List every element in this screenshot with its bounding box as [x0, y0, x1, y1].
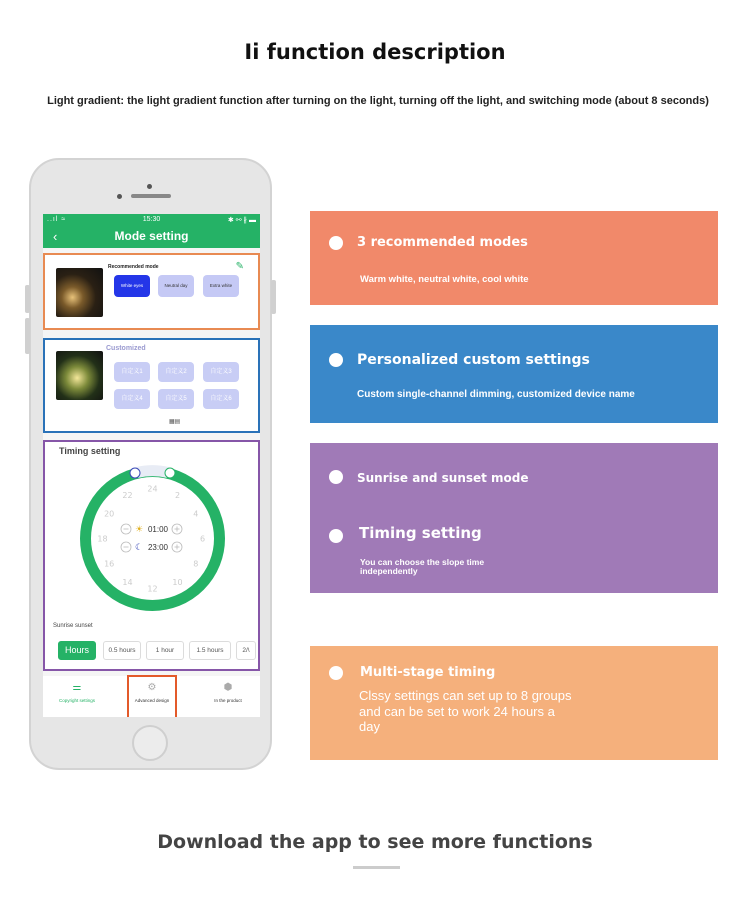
footer-divider — [353, 866, 400, 869]
duration-1-hour-button[interactable]: 1 hour — [146, 641, 184, 660]
mode-neutral-day-button[interactable]: Neutral day — [158, 275, 194, 297]
feature-heading: 3 recommended modes — [357, 235, 528, 250]
timing-label: Timing setting — [59, 446, 121, 456]
customized-label: Customized — [106, 345, 146, 352]
feature-panel-custom — [310, 325, 718, 423]
feature-heading: Timing setting — [359, 524, 482, 542]
edit-pencil-icon[interactable]: ✎ — [235, 261, 244, 272]
clock-number-6: 6 — [199, 534, 206, 544]
clock-number-16: 16 — [104, 559, 115, 569]
bullet-dot-icon — [329, 470, 343, 484]
feature-heading: Personalized custom settings — [357, 352, 590, 368]
moon-icon: ☾ — [134, 542, 144, 552]
clock-number-14: 14 — [122, 577, 133, 587]
bullet-dot-icon — [329, 236, 343, 250]
clock-number-20: 20 — [104, 509, 115, 519]
volume-up-button — [25, 285, 30, 313]
back-arrow-icon[interactable]: ‹ — [53, 229, 58, 244]
moon-handle-icon[interactable] — [130, 468, 140, 478]
lamp-photo — [56, 351, 103, 400]
time-minus-icon[interactable] — [121, 524, 131, 534]
tab-label: Advanced design — [134, 698, 170, 703]
app-header — [43, 214, 260, 248]
timing-setting-card — [43, 440, 260, 671]
feature-description: You can choose the slope time independently — [360, 557, 485, 576]
lamp-photo — [56, 268, 103, 317]
clock-number-2: 2 — [174, 491, 181, 501]
tab-label: Copyright settings — [58, 698, 96, 703]
bullet-dot-icon — [329, 353, 343, 367]
recommended-mode-card — [43, 253, 260, 330]
app-screen — [43, 214, 260, 717]
device-icon: ▦▤ — [169, 419, 181, 425]
customized-mode-card — [43, 338, 260, 433]
phone-mockup — [29, 158, 272, 770]
signal-icon: ..ıl ≈ — [47, 216, 67, 223]
custom-chip-5[interactable]: 自定义5 — [158, 389, 194, 409]
clock-number-8: 8 — [193, 559, 199, 569]
sun-handle-icon[interactable] — [165, 468, 175, 478]
time-minus-icon[interactable] — [121, 542, 131, 552]
duration-2-hours-button[interactable]: 2/\ — [236, 641, 256, 660]
timing-clock-dial[interactable] — [78, 464, 227, 613]
sunrise-sunset-label: Sunrise sunset — [53, 623, 93, 629]
custom-chip-2[interactable]: 自定义2 — [158, 362, 194, 382]
feature-panel-timing — [310, 443, 718, 593]
clock-number-10: 10 — [172, 577, 183, 587]
page-title: Ii function description — [244, 40, 506, 64]
status-bar — [43, 216, 260, 226]
clock-number-4: 4 — [193, 509, 199, 519]
cube-icon: ⬢ — [223, 682, 233, 693]
duration-1-5-hours-button[interactable]: 1.5 hours — [189, 641, 231, 660]
feature-panel-multistage — [310, 646, 718, 760]
custom-chip-4[interactable]: 自定义4 — [114, 389, 150, 409]
tab-copyright-settings[interactable] — [47, 682, 107, 703]
mode-extra-white-button[interactable]: Extra white — [203, 275, 239, 297]
camera-icon — [117, 194, 122, 199]
feature-description: Clssy settings can set up to 8 groups and can be set to work 24 hours a day — [359, 688, 572, 734]
bullet-dot-icon — [329, 529, 343, 543]
clock-number-24: 24 — [147, 484, 158, 494]
clock-number-18: 18 — [97, 534, 108, 544]
custom-chip-6[interactable]: 自定义6 — [203, 389, 239, 409]
off-time-value: 23:00 — [147, 543, 169, 552]
feature-heading: Sunrise and sunset mode — [357, 471, 529, 485]
advanced-design-highlight — [127, 675, 177, 717]
clock-number-12: 12 — [147, 584, 158, 594]
sun-icon: ☀ — [134, 524, 144, 534]
tab-label: In the product — [214, 698, 242, 703]
battery-icon: ✱ ⚯ ∦ ▬ — [227, 217, 256, 224]
feature-panel-recommended — [310, 211, 718, 305]
on-time-value: 01:00 — [147, 525, 169, 534]
tab-in-the-product[interactable] — [198, 682, 258, 703]
duration-hours-button[interactable]: Hours — [58, 641, 96, 660]
mode-white-eyes-button[interactable]: White eyes — [114, 275, 150, 297]
home-button — [132, 725, 168, 761]
page-subtitle: Light gradient: the light gradient function after turning on the light, turning off the light, and switching mode (about 8 seconds) — [47, 95, 709, 107]
volume-down-button — [25, 318, 30, 354]
footer-text: Download the app to see more functions — [157, 831, 593, 853]
sensor-icon — [147, 184, 152, 189]
duration-0-5-hours-button[interactable]: 0.5 hours — [103, 641, 141, 660]
speaker-grill — [131, 194, 171, 198]
clock-number-22: 22 — [122, 491, 133, 501]
sliders-icon: ⚌ — [72, 682, 82, 693]
time-plus-icon[interactable] — [172, 542, 182, 552]
status-time: 15:30 — [142, 216, 161, 223]
feature-description: Warm white, neutral white, cool white — [360, 274, 529, 285]
custom-chip-1[interactable]: 自定义1 — [114, 362, 150, 382]
recommended-label: Recommended mode — [108, 264, 159, 270]
power-button — [271, 280, 276, 314]
feature-heading: Multi-stage timing — [360, 665, 496, 680]
custom-chip-3[interactable]: 自定义3 — [203, 362, 239, 382]
app-title: Mode setting — [114, 229, 189, 243]
bullet-dot-icon — [329, 666, 343, 680]
feature-description: Custom single-channel dimming, customized device name — [357, 389, 635, 400]
clock-gap — [137, 471, 168, 473]
time-plus-icon[interactable] — [172, 524, 182, 534]
gear-icon: ⚙ — [147, 682, 157, 693]
